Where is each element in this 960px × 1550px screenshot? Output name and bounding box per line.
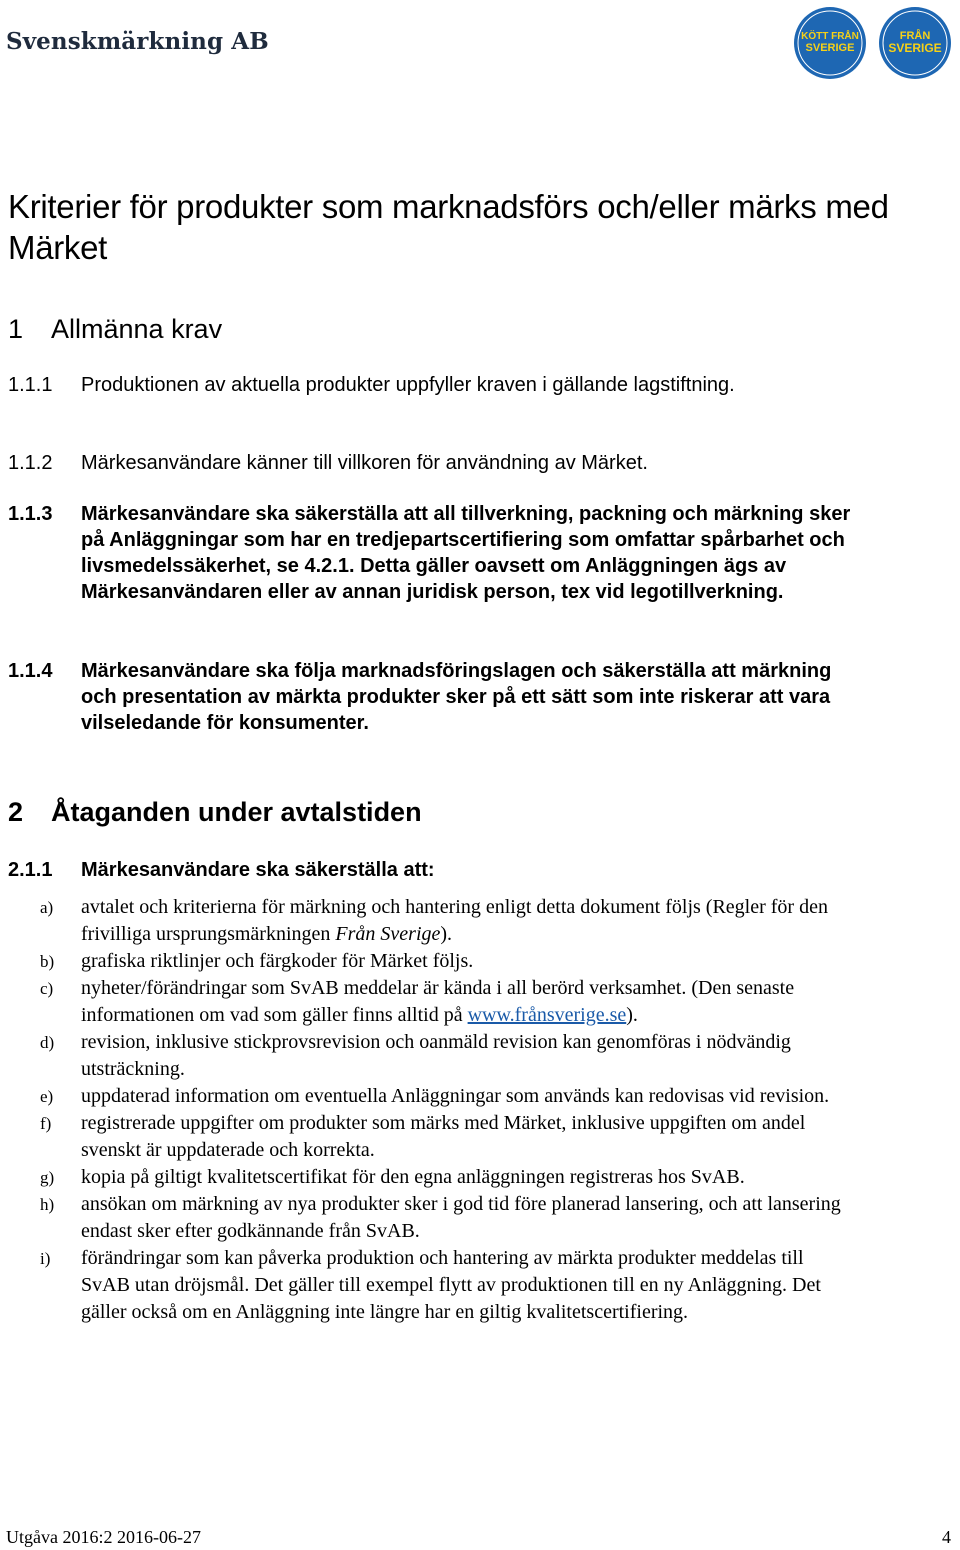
list-text-end: ). [440,923,453,945]
clause-text: Märkesanvändare ska säkerställa att: [81,859,435,881]
list-item [40,1110,920,1164]
list-marker: a) [40,898,54,917]
list-marker: h) [40,1195,55,1214]
list-item [40,1164,920,1191]
clause-number: 1.1.2 [8,452,53,474]
list-item [40,1029,920,1083]
list-item [40,1245,920,1326]
page-number: 4 [942,1527,951,1547]
clause-number: 2.1.1 [8,859,53,881]
clause-1-1-4 [8,658,908,736]
list-item [40,975,920,1029]
list-text: grafiska riktlinjer och färgkoder för Märket följs. [81,950,474,972]
page-title: Kriterier för produkter som marknadsförs och/eller märks med Märket [8,188,889,266]
clause-number: 1.1.3 [8,503,53,525]
badge1-line2: SVERIGE [805,42,855,54]
brand-name: Svenskmärkning AB [6,28,269,55]
clause-text: Märkesanvändare ska följa marknadsföringslagen och säkerställa att märkning och presentation av märkta produkter sker på ett sätt som inte riskerar att vara vilseledande för konsumenter. [81,660,832,734]
badge2-line2: SVERIGE [888,41,942,55]
clause-number: 1.1.1 [8,374,53,396]
list-text: uppdaterad information om eventuella Anläggningar som används kan redovisas vid revision. [81,1085,830,1107]
website-link[interactable]: www.frånsverige.se [467,1004,627,1026]
clause-number: 1.1.4 [8,660,53,682]
kott-fran-sverige-logo [793,6,867,80]
list-item [40,1191,920,1245]
fran-sverige-logo [878,6,952,80]
list-text: ansökan om märkning av nya produkter sker i god tid före planerad lansering, och att lansering endast sker efter godkännande från SvAB. [81,1193,841,1242]
list-text-end: ). [626,1004,638,1026]
list-marker: f) [40,1114,52,1133]
clause-1-1-1 [8,372,908,398]
list-text: förändringar som kan påverka produktion och hantering av märkta produkter meddelas till SvAB utan dröjsmål. Det gäller till exempel flytt av produktionen till en ny Anläggning. Det gäller också om en Anläggning inte längre har en giltig kvalitetscertifiering. [81,1247,821,1323]
section-number: 2 [8,797,24,827]
clause-1-1-2 [8,450,908,476]
section-heading-1 [8,314,222,345]
list-text: avtalet och kriterierna för märkning och hantering enligt detta dokument följs (Regler för den frivilliga ursprungsmärkningen [81,896,828,945]
list-marker: e) [40,1087,54,1106]
list-text: kopia på giltigt kvalitetscertifikat för den egna anläggningen registreras hos SvAB. [81,1166,745,1188]
edition-date: Utgåva 2016:2 2016-06-27 [6,1527,201,1547]
clause-1-1-3 [8,501,908,605]
list-text: nyheter/förändringar som SvAB meddelar är kända i all berörd verksamhet. (Den senaste informationen om vad som gäller finns alltid på [81,977,795,1026]
section-number: 1 [8,314,24,344]
badge2-line1: FRÅN [899,30,931,42]
requirements-list [40,894,920,1326]
clause-text: Produktionen av aktuella produkter uppfyller kraven i gällande lagstiftning. [81,374,735,396]
list-marker: b) [40,952,55,971]
badge1-line1: KÖTT FRÅN [801,31,859,42]
list-text: registrerade uppgifter om produkter som märks med Märket, inklusive uppgiften om andel svenskt är uppdaterade och korrekta. [81,1112,806,1161]
list-item [40,948,920,975]
list-marker: g) [40,1168,55,1187]
list-item [40,894,920,948]
list-text: revision, inklusive stickprovsrevision och oanmäld revision kan genomföras i nödvändig utsträckning. [81,1031,791,1080]
list-marker: c) [40,979,54,998]
section-title: Åtaganden under avtalstiden [51,797,422,827]
list-item [40,1083,920,1110]
emphasis-text: Från Sverige [335,923,441,945]
section-title: Allmänna krav [51,314,223,344]
clause-2-1-1 [8,857,908,883]
list-marker: i) [40,1249,51,1268]
clause-text: Märkesanvändare känner till villkoren för användning av Märket. [81,452,648,474]
section-heading-2 [8,797,422,828]
clause-text: Märkesanvändare ska säkerställa att all tillverkning, packning och märkning sker på Anläggningar som har en tredjepartscertifiering som omfattar spårbarhet och livsmedelssäkerhet, se 4.2.1. Detta gäller oavsett om Anläggningen ägs av Märkesanvändaren eller av annan juridisk person, tex vid legotillverkning. [81,503,851,603]
list-marker: d) [40,1033,55,1052]
